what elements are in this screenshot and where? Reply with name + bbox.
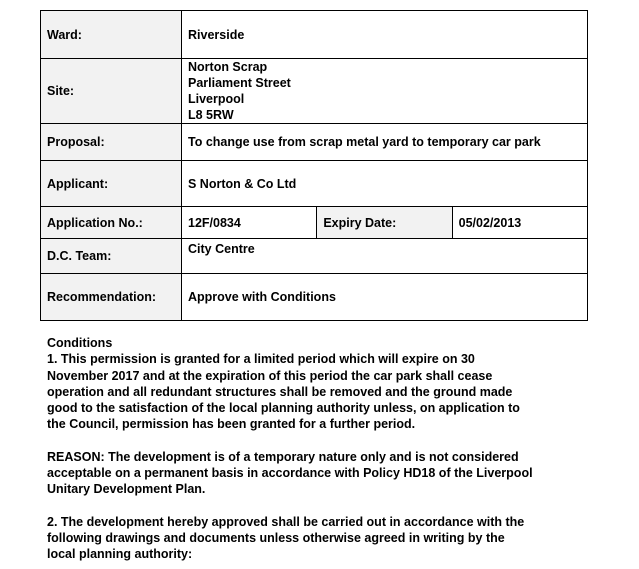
- reason-1-line: acceptable on a permanent basis in accordance with Policy HD18 of the Liverpool: [47, 466, 533, 481]
- expiry-date-value: 05/02/2013: [452, 207, 587, 239]
- recommendation-label: Recommendation:: [41, 274, 182, 321]
- row-dc-team: [41, 239, 588, 274]
- row-applicant: [41, 161, 588, 207]
- dc-team-label: D.C. Team:: [41, 239, 182, 274]
- row-proposal: [41, 124, 588, 161]
- application-details-table: [40, 10, 588, 321]
- condition-1-line: operation and all redundant structures shall be removed and the ground made: [47, 384, 513, 399]
- dc-team-value: City Centre: [182, 239, 588, 274]
- condition-2-line: following drawings and documents unless otherwise agreed in writing by the: [47, 530, 505, 545]
- ward-value: Riverside: [182, 11, 588, 59]
- row-ward: [41, 11, 588, 59]
- condition-1-line: the Council, permission has been granted for a further period.: [47, 417, 416, 432]
- recommendation-value: Approve with Conditions: [182, 274, 588, 321]
- ward-label: Ward:: [41, 11, 182, 59]
- reason-1: [47, 449, 607, 498]
- site-line: L8 5RW: [188, 108, 234, 122]
- reason-1-line: REASON: The development is of a temporary nature only and is not considered: [47, 449, 519, 464]
- conditions-heading: Conditions: [47, 336, 113, 350]
- condition-1-line: 1. This permission is granted for a limited period which will expire on 30: [47, 352, 475, 367]
- spacer: [47, 498, 607, 514]
- condition-2: [47, 514, 607, 563]
- site-line: Norton Scrap: [188, 60, 268, 74]
- proposal-value: To change use from scrap metal yard to temporary car park: [182, 124, 588, 161]
- site-label: Site:: [41, 59, 182, 124]
- reason-1-line: Unitary Development Plan.: [47, 482, 206, 497]
- conditions-section: [47, 335, 607, 563]
- condition-1-line: November 2017 and at the expiration of this period the car park shall cease: [47, 368, 493, 383]
- application-no-label: Application No.:: [41, 207, 182, 239]
- site-line: Parliament Street: [188, 76, 291, 90]
- site-line: Liverpool: [188, 92, 245, 106]
- condition-2-line: local planning authority:: [47, 547, 193, 562]
- spacer: [47, 433, 607, 449]
- condition-1-line: good to the satisfaction of the local planning authority unless, on application to: [47, 401, 520, 416]
- application-no-value: 12F/0834: [182, 207, 317, 239]
- site-value: [182, 59, 588, 124]
- condition-1: [47, 351, 607, 432]
- row-site: [41, 59, 588, 124]
- expiry-date-label: Expiry Date:: [317, 207, 452, 239]
- applicant-value: S Norton & Co Ltd: [182, 161, 588, 207]
- row-recommendation: [41, 274, 588, 321]
- applicant-label: Applicant:: [41, 161, 182, 207]
- condition-2-line: 2. The development hereby approved shall be carried out in accordance with the: [47, 514, 525, 529]
- proposal-label: Proposal:: [41, 124, 182, 161]
- row-application-no: [41, 207, 588, 239]
